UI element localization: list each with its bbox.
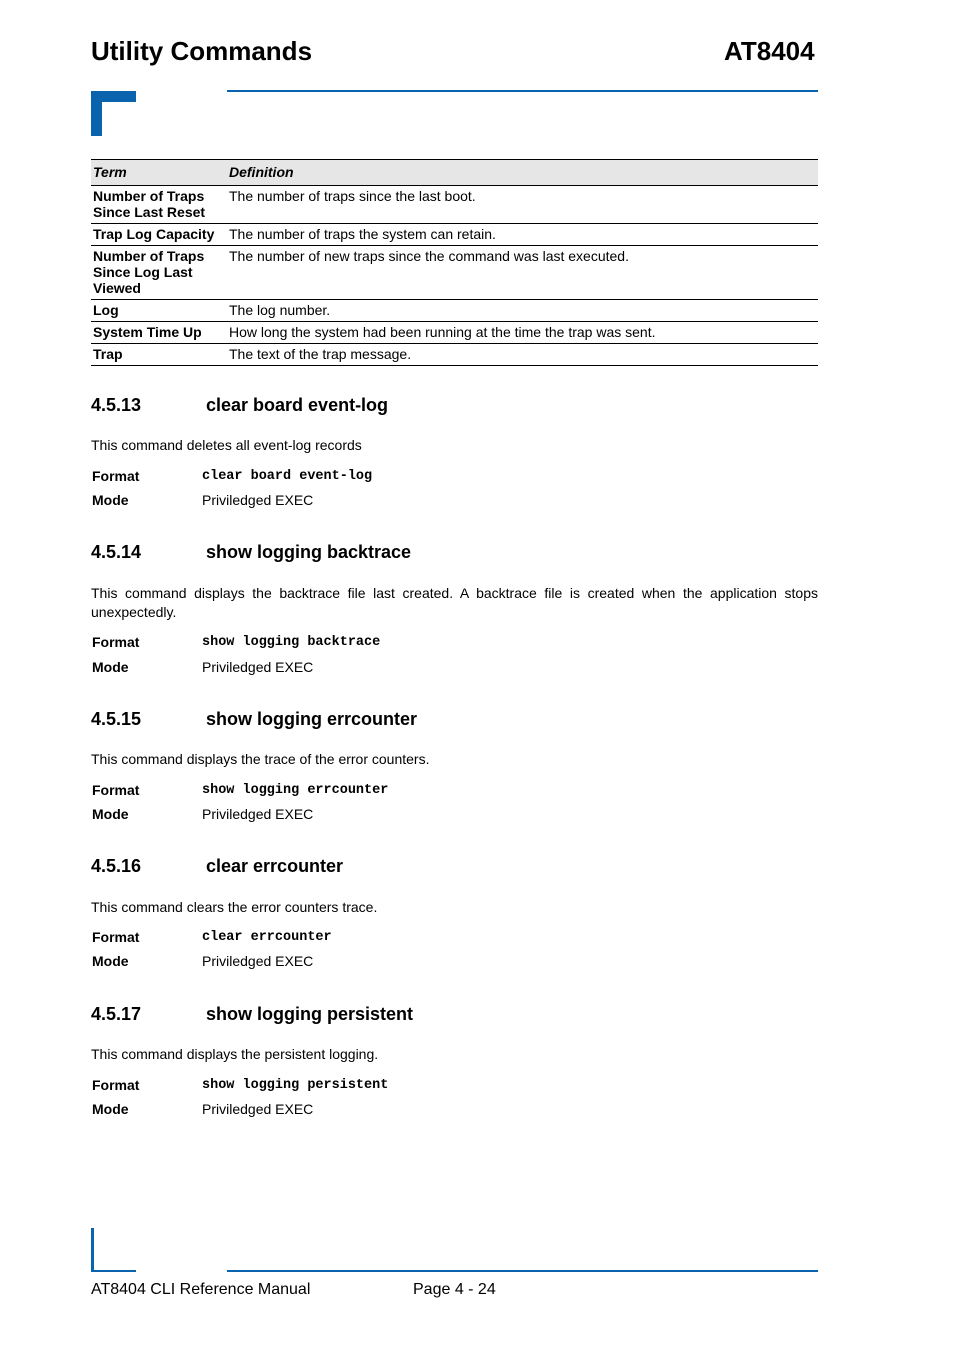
section-description: This command displays the persistent logging.	[91, 1046, 379, 1062]
mode-label: Mode	[92, 806, 129, 822]
term-cell: Trap	[91, 344, 227, 366]
mode-value: Priviledged EXEC	[202, 806, 314, 822]
table-header-row	[91, 160, 818, 186]
corner-mark-vertical	[91, 91, 102, 136]
format-label: Format	[92, 634, 140, 650]
footer-rule	[227, 1270, 818, 1272]
definition-cell: The number of traps the system can retain.	[227, 224, 818, 246]
page-header-title: Utility Commands	[91, 36, 313, 66]
definition-cell: The text of the trap message.	[227, 344, 818, 366]
term-cell: Log	[91, 300, 227, 322]
section-heading	[91, 542, 411, 563]
definition-cell: How long the system had been running at the time the trap was sent.	[227, 322, 818, 344]
format-label: Format	[92, 929, 140, 945]
format-command: clear board event-log	[202, 469, 373, 484]
definitions-table	[91, 159, 818, 366]
definition-cell: The number of traps since the last boot.	[227, 186, 818, 224]
table-row	[91, 300, 818, 322]
format-command: show logging errcounter	[202, 783, 389, 798]
section-title: clear errcounter	[206, 856, 344, 876]
section-number: 4.5.15	[91, 709, 142, 729]
term-cell: Number of Traps Since Last Reset	[91, 186, 227, 224]
format-label: Format	[92, 468, 140, 484]
section-heading	[91, 709, 417, 730]
format-command: clear errcounter	[202, 930, 332, 945]
footer-page-number: Page 4 - 24	[413, 1281, 496, 1298]
mode-value: Priviledged EXEC	[202, 492, 314, 508]
mode-label: Mode	[92, 659, 129, 675]
table-row	[91, 344, 818, 366]
table-row	[91, 186, 818, 224]
format-command: show logging backtrace	[202, 635, 381, 650]
table-row	[91, 224, 818, 246]
term-column-header: Term	[91, 160, 227, 186]
footer-mark-horizontal	[91, 1270, 136, 1272]
definition-cell: The log number.	[227, 300, 818, 322]
format-label: Format	[92, 1077, 140, 1093]
mode-value: Priviledged EXEC	[202, 659, 314, 675]
section-description: This command displays the trace of the error counters.	[91, 751, 430, 767]
section-title: show logging persistent	[206, 1004, 414, 1024]
term-cell: Number of Traps Since Log Last Viewed	[91, 246, 227, 300]
mode-label: Mode	[92, 1101, 129, 1117]
section-title: show logging backtrace	[206, 542, 412, 562]
section-number: 4.5.17	[91, 1004, 142, 1024]
format-command: show logging persistent	[202, 1078, 389, 1093]
definition-column-header: Definition	[227, 160, 818, 186]
section-number: 4.5.16	[91, 856, 142, 876]
footer-mark-vertical	[91, 1228, 94, 1272]
section-number: 4.5.14	[91, 542, 142, 562]
mode-value: Priviledged EXEC	[202, 1101, 314, 1117]
section-heading	[91, 395, 388, 416]
section-number: 4.5.13	[91, 395, 142, 415]
section-heading	[91, 1004, 413, 1025]
mode-label: Mode	[92, 953, 129, 969]
section-heading	[91, 856, 343, 877]
format-label: Format	[92, 782, 140, 798]
table-row	[91, 246, 818, 300]
mode-value: Priviledged EXEC	[202, 953, 314, 969]
definition-cell: The number of new traps since the command was last executed.	[227, 246, 818, 300]
term-cell: Trap Log Capacity	[91, 224, 227, 246]
mode-label: Mode	[92, 492, 129, 508]
section-description: This command deletes all event-log records	[91, 437, 362, 453]
header-rule	[227, 90, 818, 92]
section-description: This command displays the backtrace file last created. A backtrace file is created when the application stops unexpectedly.	[91, 585, 818, 620]
table-row	[91, 322, 818, 344]
term-cell: System Time Up	[91, 322, 227, 344]
footer-manual-title: AT8404 CLI Reference Manual	[91, 1281, 311, 1298]
section-description: This command clears the error counters trace.	[91, 899, 378, 915]
section-title: show logging errcounter	[206, 709, 418, 729]
page-header-product: AT8404	[724, 36, 815, 66]
section-title: clear board event-log	[206, 395, 389, 415]
